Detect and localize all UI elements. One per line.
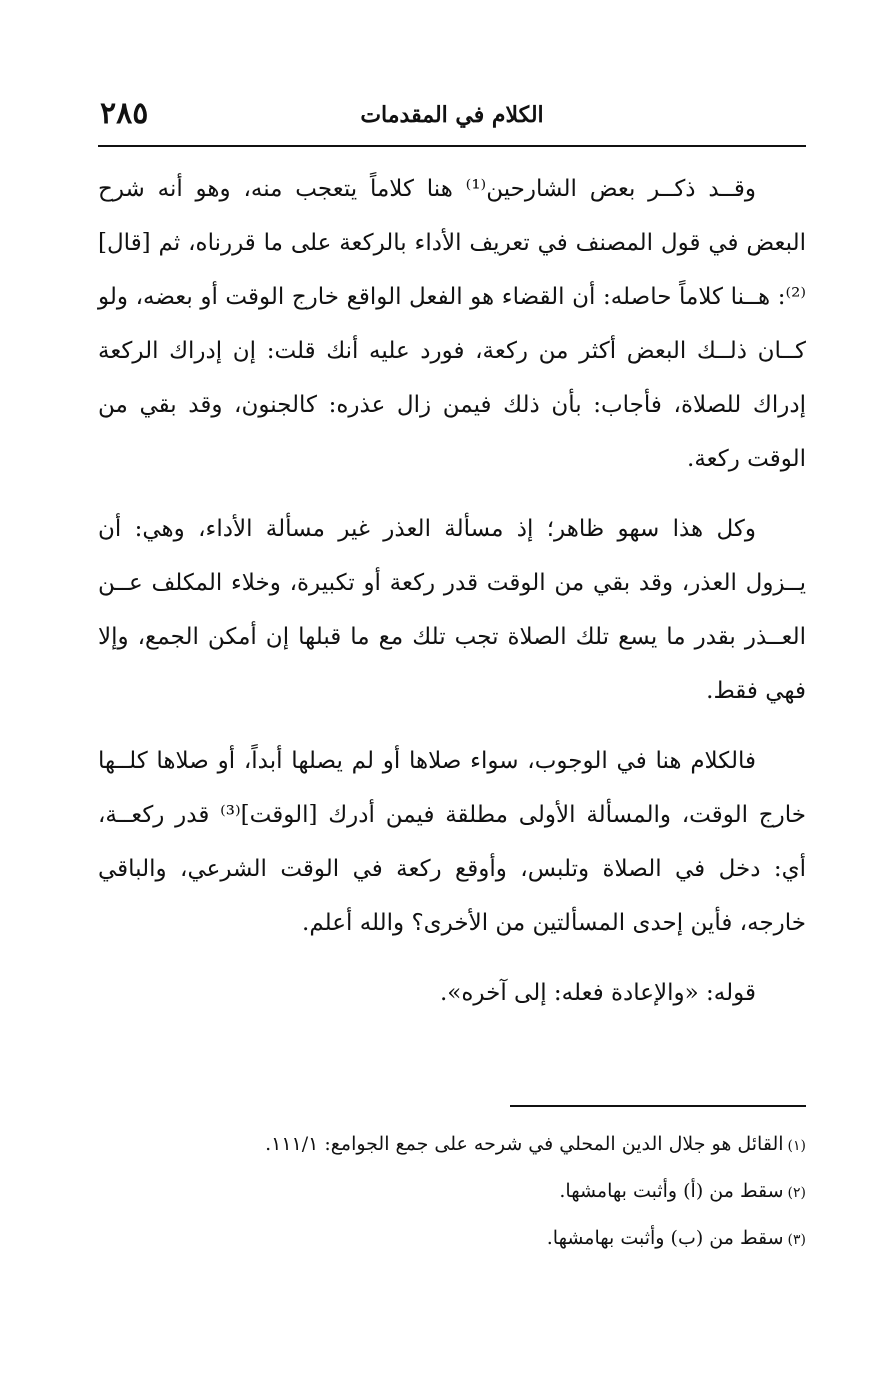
header-divider	[98, 145, 806, 147]
footnote-text: سقط من (أ) وأثبت بهامشها.	[559, 1180, 784, 1202]
footnote-marker: (١)	[787, 1138, 806, 1154]
footnote-text: سقط من (ب) وأثبت بهامشها.	[546, 1227, 784, 1249]
footnote-item	[98, 1169, 806, 1216]
main-text	[98, 162, 806, 1036]
paragraph: وكل هذا سهو ظاهر؛ إذ مسألة العذر غير مسألة الأداء، وهي: أن يــزول العذر، وقد بقي من الوقت قدر ركعة أو تكبيرة، وخلاء المكلف عــن العــذر بقدر ما يسع تلك الصلاة تجب تلك مع ما قبلها إن أمكن الجمع، وإلا فهي فقط.	[98, 516, 806, 704]
running-title: الكلام في المقدمات	[360, 102, 544, 128]
page-header	[98, 92, 806, 146]
footnote-item	[98, 1122, 806, 1169]
footnote-divider	[510, 1105, 806, 1107]
footnote-item	[98, 1216, 806, 1263]
paragraph: وقــد ذكــر بعض الشارحين⁽¹⁾ هنا كلاماً يتعجب منه، وهو أنه شرح البعض في قول المصنف في تعريف الأداء بالركعة على ما قررناه، ثم [قال]⁽²⁾: هــنا كلاماً حاصله: أن القضاء هو الفعل الواقع خارج الوقت أو بعضه، ولو كــان ذلــك البعض أكثر من ركعة، فورد عليه أنك قلت: إن إدراك الركعة إدراك للصلاة، فأجاب: بأن ذلك فيمن زال عذره: كالجنون، وقد بقي من الوقت ركعة.	[98, 176, 806, 472]
footnote-marker: (٢)	[787, 1185, 806, 1201]
page-number: ٢٨٥	[100, 96, 149, 131]
footnote-marker: (٣)	[787, 1232, 806, 1248]
footnotes	[98, 1122, 806, 1263]
paragraph: فالكلام هنا في الوجوب، سواء صلاها أو لم يصلها أبداً، أو صلاها كلــها خارج الوقت، والمسألة الأولى مطلقة فيمن أدرك [الوقت]⁽³⁾ قدر ركعــة، أي: دخل في الصلاة وتلبس، وأوقع ركعة في الوقت الشرعي، والباقي خارجه، فأين إحدى المسألتين من الأخرى؟ والله أعلم.	[98, 748, 806, 936]
quoted-heading: قوله: «والإعادة فعله: إلى آخره».	[439, 980, 756, 1006]
footnote-text: القائل هو جلال الدين المحلي في شرحه على جمع الجوامع: ١١١/١.	[265, 1133, 784, 1155]
